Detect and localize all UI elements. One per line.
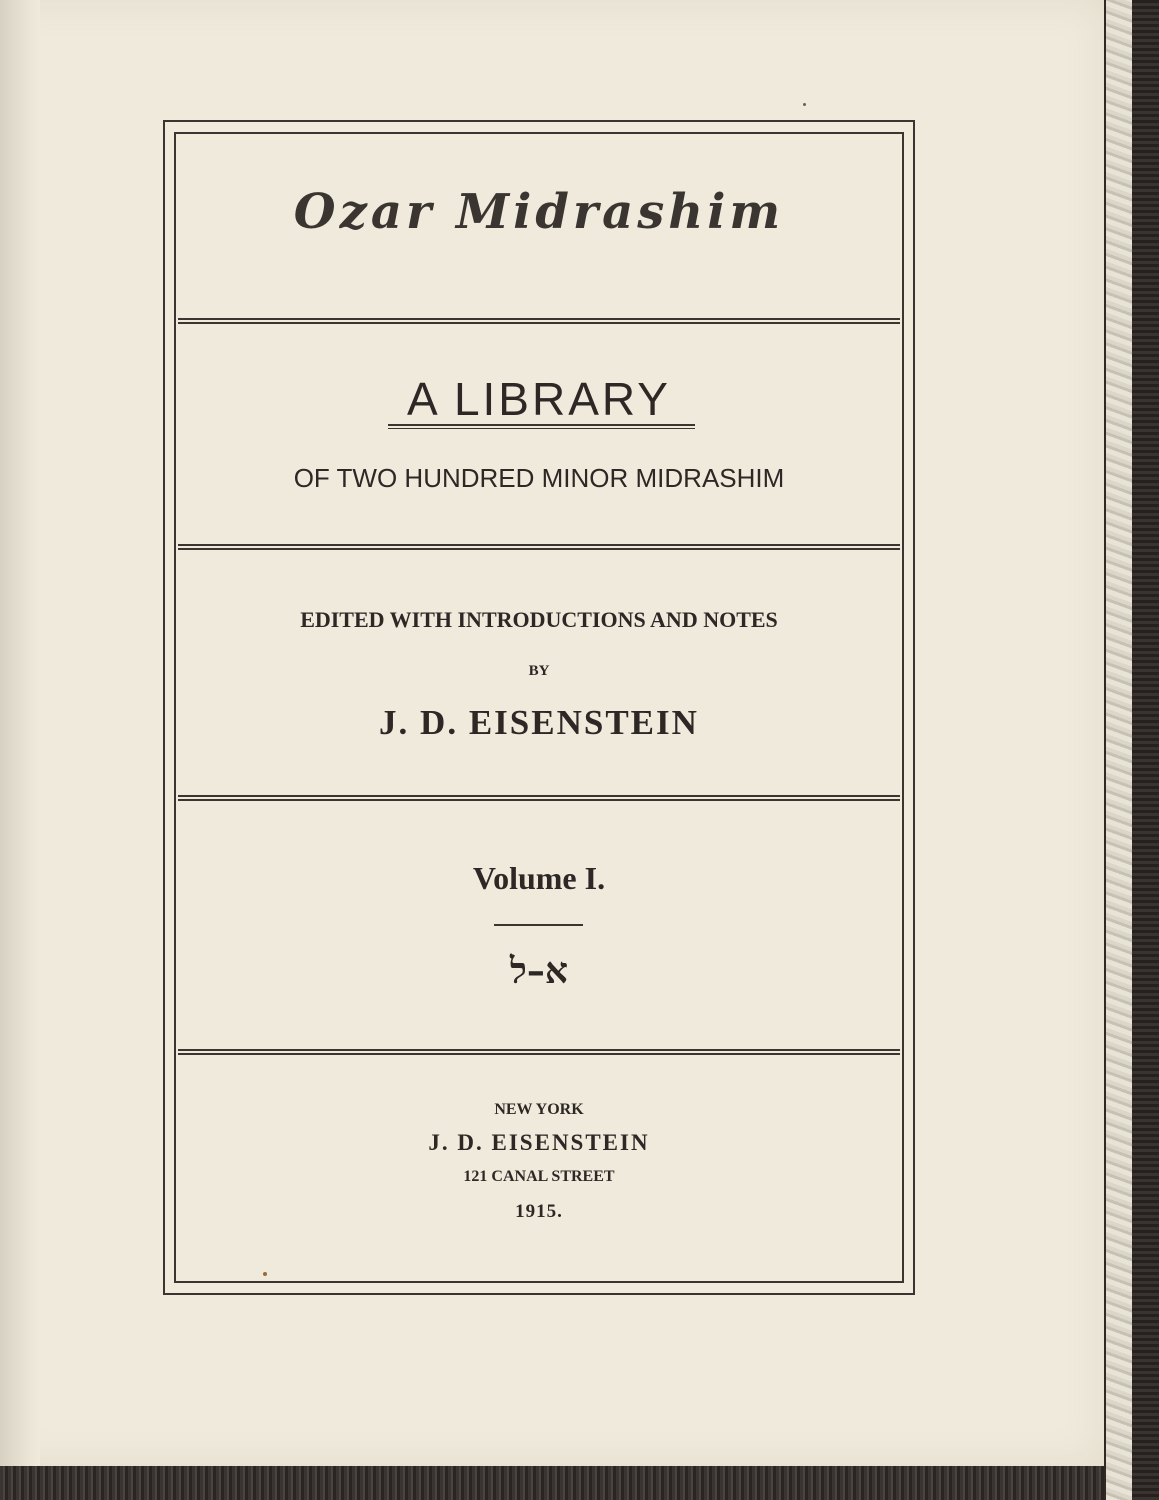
- section-rule: [178, 795, 900, 801]
- endpaper-edge: [1106, 0, 1132, 1500]
- hebrew-range: א–ל: [510, 950, 568, 992]
- paper-foxing-spot: [803, 103, 806, 106]
- book-edge: [1104, 0, 1159, 1500]
- imprint-city: NEW YORK: [494, 1101, 584, 1118]
- series-title: Ozar Midrashim: [293, 184, 785, 240]
- imprint-year: 1915.: [515, 1201, 563, 1222]
- section-rule: [178, 544, 900, 550]
- imprint-publisher: J. D. EISENSTEIN: [428, 1130, 650, 1155]
- book-cover-edge: [1132, 0, 1159, 1500]
- section-rule: [178, 1049, 900, 1055]
- edited-line: EDITED WITH INTRODUCTIONS AND NOTES: [300, 607, 778, 632]
- imprint-address: 121 CANAL STREET: [463, 1168, 615, 1185]
- main-title: A LIBRARY: [407, 373, 671, 425]
- volume-label: Volume I.: [472, 860, 606, 896]
- book-bottom-edge: [0, 1466, 1104, 1500]
- author-name: J. D. EISENSTEIN: [379, 703, 699, 742]
- page-gutter: [0, 0, 40, 1466]
- main-title-underline: [388, 424, 695, 429]
- volume-rule: [494, 924, 583, 926]
- subtitle: OF TWO HUNDRED MINOR MIDRASHIM: [293, 463, 785, 493]
- section-rule: [178, 318, 900, 324]
- by-line: BY: [528, 663, 550, 679]
- paper-foxing-spot: [263, 1272, 267, 1276]
